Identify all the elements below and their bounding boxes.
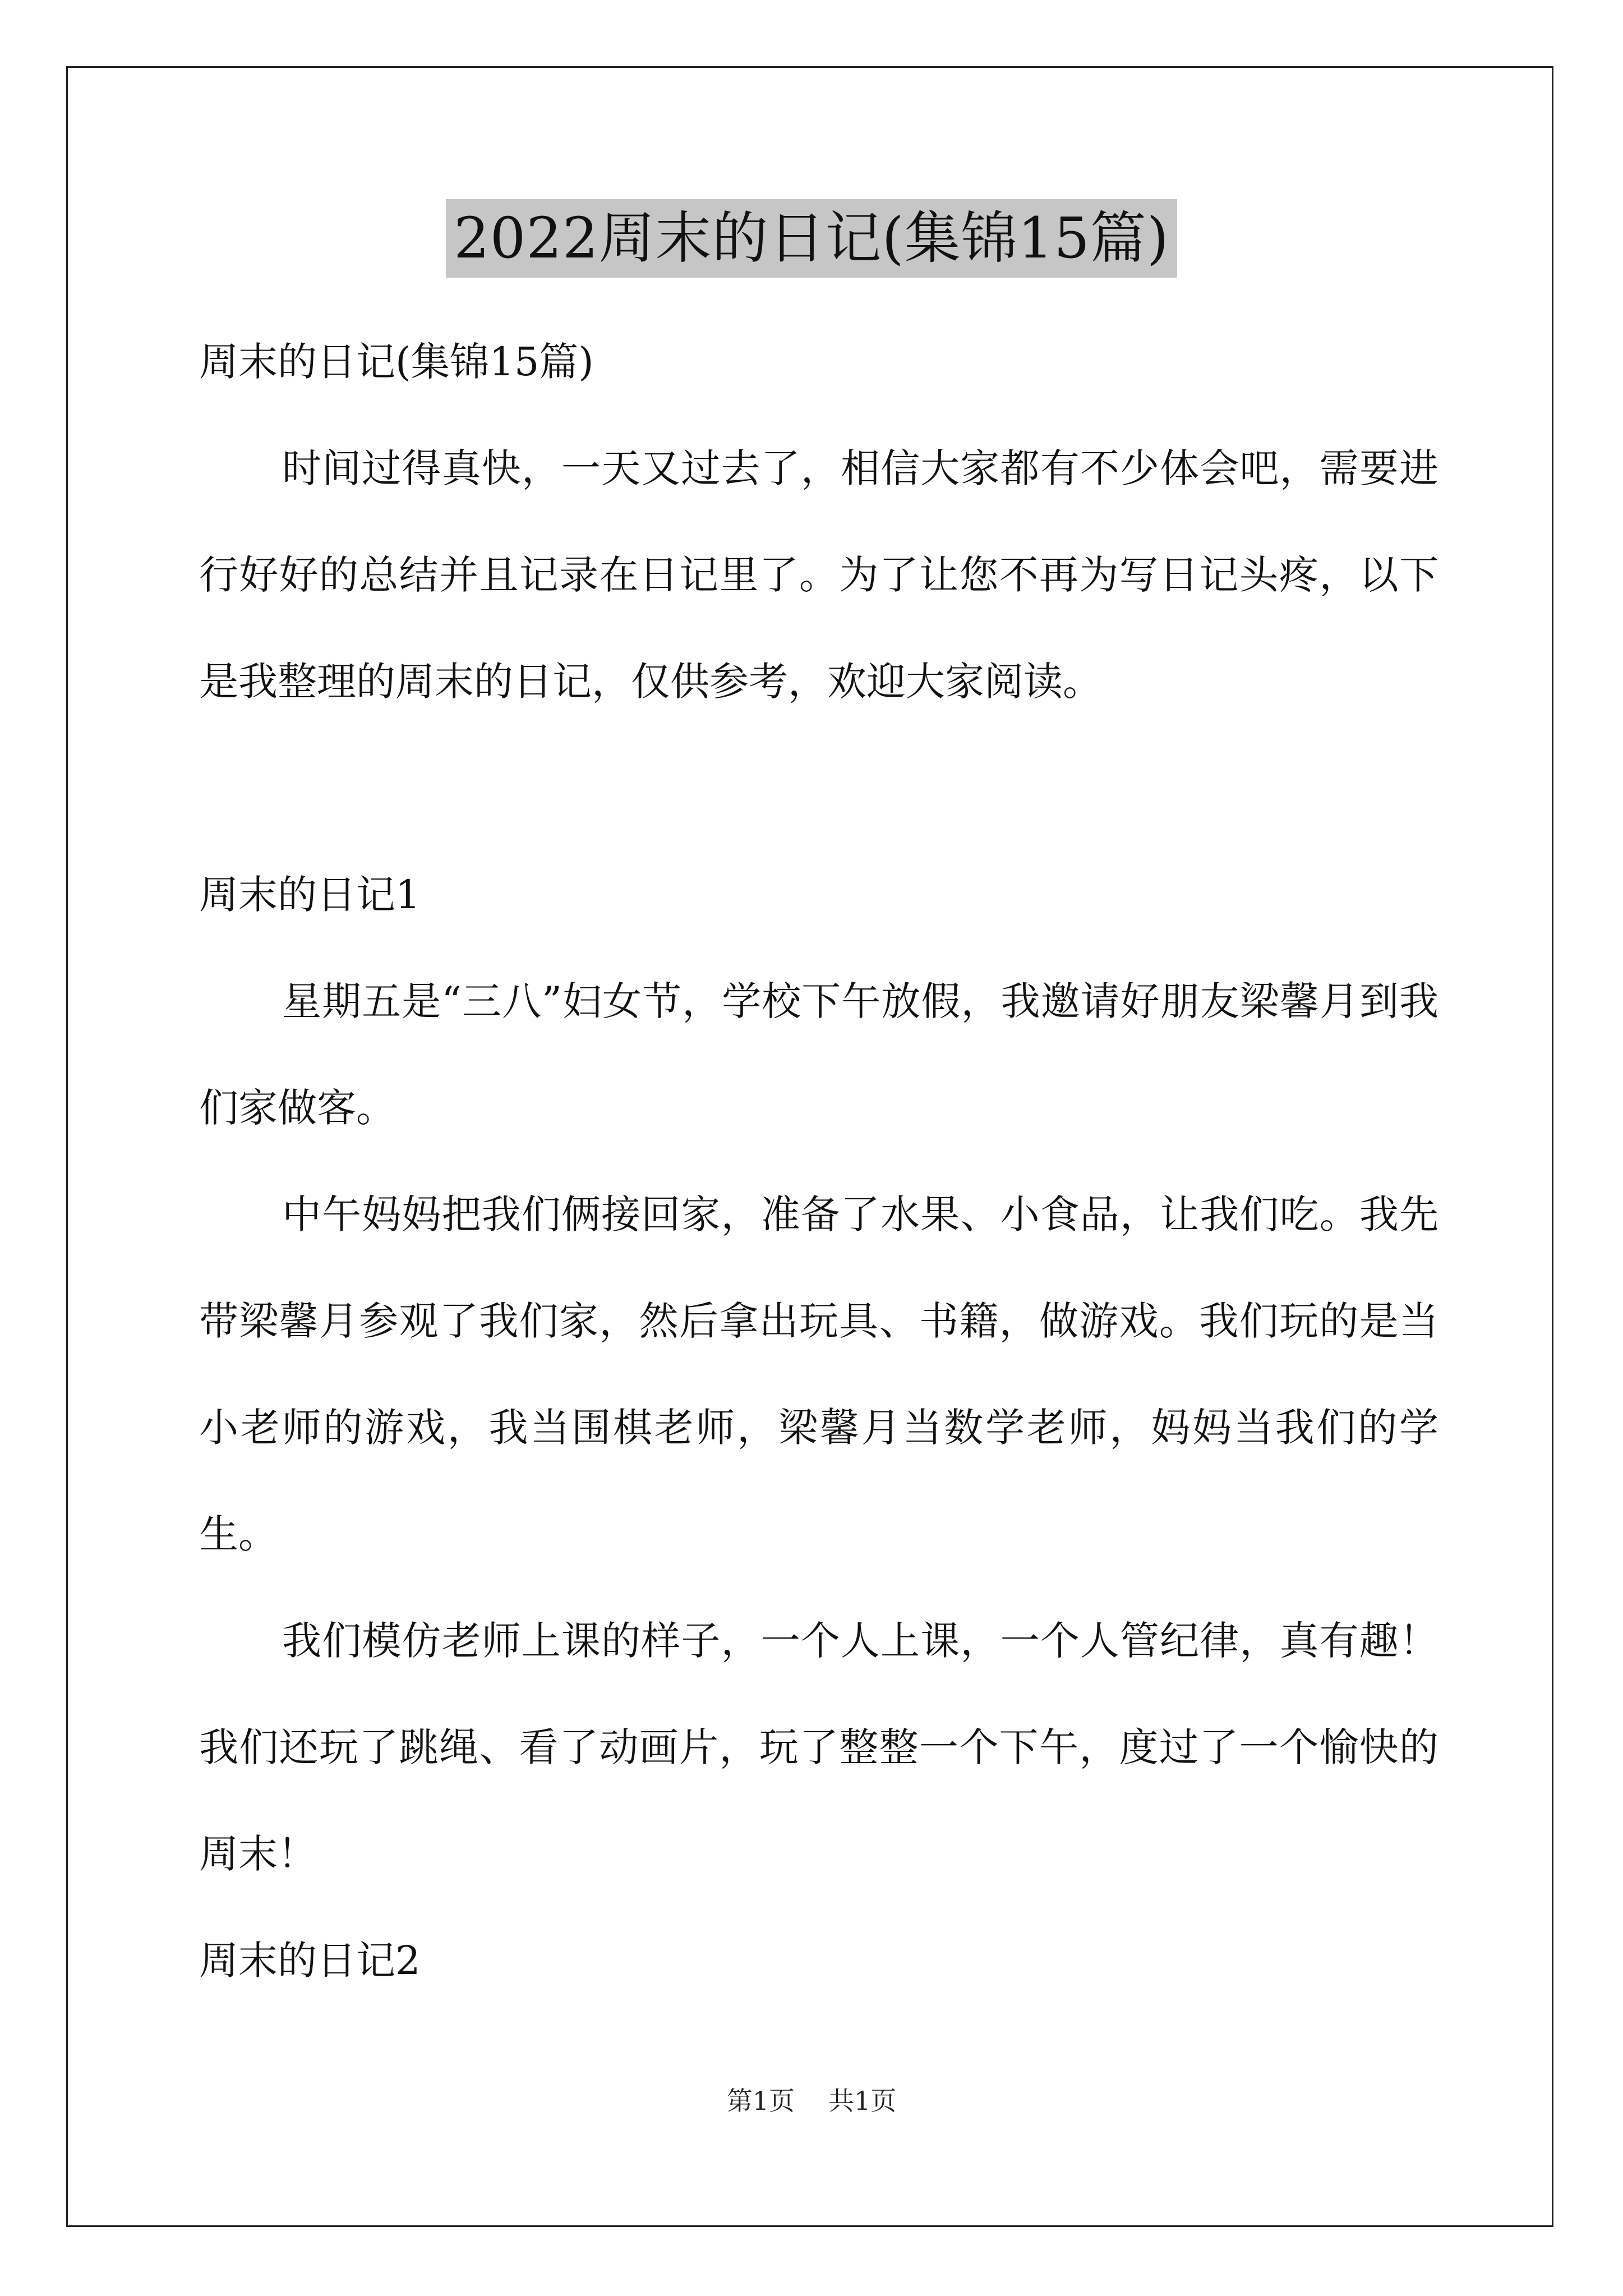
title-block bbox=[0, 199, 1623, 278]
section-1-paragraph-1: 星期五是“三八”妇女节，学校下午放假，我邀请好朋友梁馨月到我们家做客。 bbox=[199, 978, 1438, 1131]
intro-paragraph: 时间过得真快，一天又过去了，相信大家都有不少体会吧，需要进行好好的总结并且记录在日记里了。为了让您不再为写日记头疼，以下是我整理的周末的日记，仅供参考，欢迎大家阅读。 bbox=[199, 445, 1438, 705]
document-title: 2022周末的日记(集锦15篇) bbox=[446, 199, 1177, 278]
section-1-paragraph-2: 中午妈妈把我们俩接回家，准备了水果、小食品，让我们吃。我先带梁馨月参观了我们家，然后拿出玩具、书籍，做游戏。我们玩的是当小老师的游戏，我当围棋老师，梁馨月当数学老师，妈妈当我们的学生。 bbox=[199, 1191, 1438, 1557]
page-number-current: 第1页 bbox=[726, 2086, 795, 2116]
page-number-total: 共1页 bbox=[828, 2086, 897, 2116]
section-heading-1: 周末的日记1 bbox=[199, 872, 421, 918]
document-subtitle: 周末的日记(集锦15篇) bbox=[199, 339, 594, 385]
page-footer bbox=[0, 2081, 1623, 2120]
section-heading-2: 周末的日记2 bbox=[199, 1938, 421, 1984]
document-body bbox=[199, 309, 1438, 2014]
blank-line bbox=[199, 735, 1438, 841]
section-1-paragraph-3: 我们模仿老师上课的样子，一个人上课，一个人管纪律，真有趣！我们还玩了跳绳、看了动画片，玩了整整一个下午，度过了一个愉快的周末！ bbox=[199, 1618, 1438, 1877]
